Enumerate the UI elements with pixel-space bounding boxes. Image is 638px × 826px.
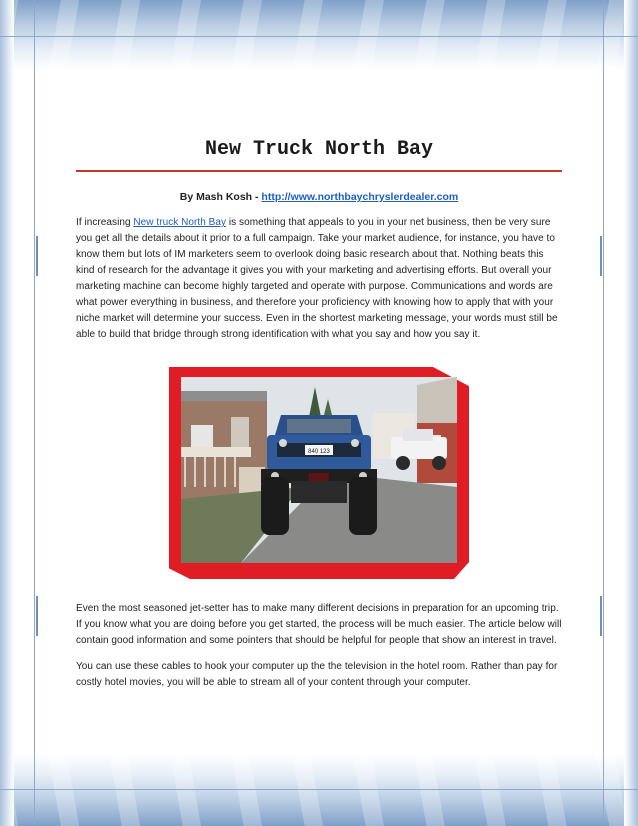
top-frame-line: [0, 36, 638, 37]
document-title: New Truck North Bay: [204, 138, 434, 161]
left-border: [0, 0, 14, 826]
title-rule: [76, 170, 562, 172]
paragraph-2: Even the most seasoned jet-setter has to make many different decisions in preparation for an upcoming trip. If you know what you are doing before you get started, the process will be much easier. The article below will contain good information and some pointers that should be helpful for people that show an interest in travel.: [76, 603, 562, 646]
paragraph-1-rest: is something that appeals to you in your net business, then be very sure you get all the details about it prior to a full campaign. Take your market audience, for instance, you have to know them but lots of IM marketers seem to overlook doing basic research about that. Nothing beats this kind of research for the advantage it gives you with your marketing and advertising efforts. But overall your marketing machine can become highly targeted and operate with purpose. Communications and words are what power everything in business, and therefore your proficiency with knowing how to apply that with your niche market will determine your success. Even in the shortest marketing message, your words must still be able to build that bridge through strong identification with what you say and how you say it.: [76, 217, 558, 340]
paragraph-1-intro: If increasing: [76, 217, 134, 228]
page-header-band: [0, 0, 638, 70]
document-body: [76, 137, 562, 691]
truck-image: [181, 377, 457, 563]
left-accent-bar: [36, 236, 38, 276]
byline: [76, 190, 562, 204]
license-plate: 840 123: [308, 449, 330, 455]
byline-author: By Mash Kosh -: [179, 191, 262, 203]
right-border: [624, 0, 638, 826]
left-frame-line: [34, 0, 35, 826]
paragraph-1: [76, 215, 562, 343]
page-footer-band: [0, 754, 638, 826]
paragraph-3: You can use these cables to hook your computer up the the television in the hotel room. Rather than pay for costly hotel movies, you will be able to stream all of your content through your computer.: [76, 661, 558, 688]
truck-photo: [169, 367, 469, 579]
right-accent-bar-lower: [600, 596, 602, 636]
right-frame-line: [603, 0, 604, 826]
byline-url-link[interactable]: http://www.northbaychryslerdealer.com: [261, 191, 459, 203]
bottom-frame-line: [0, 789, 638, 790]
left-accent-bar-lower: [36, 596, 38, 636]
new-truck-link[interactable]: New truck North Bay: [133, 217, 227, 228]
right-accent-bar: [600, 236, 602, 276]
